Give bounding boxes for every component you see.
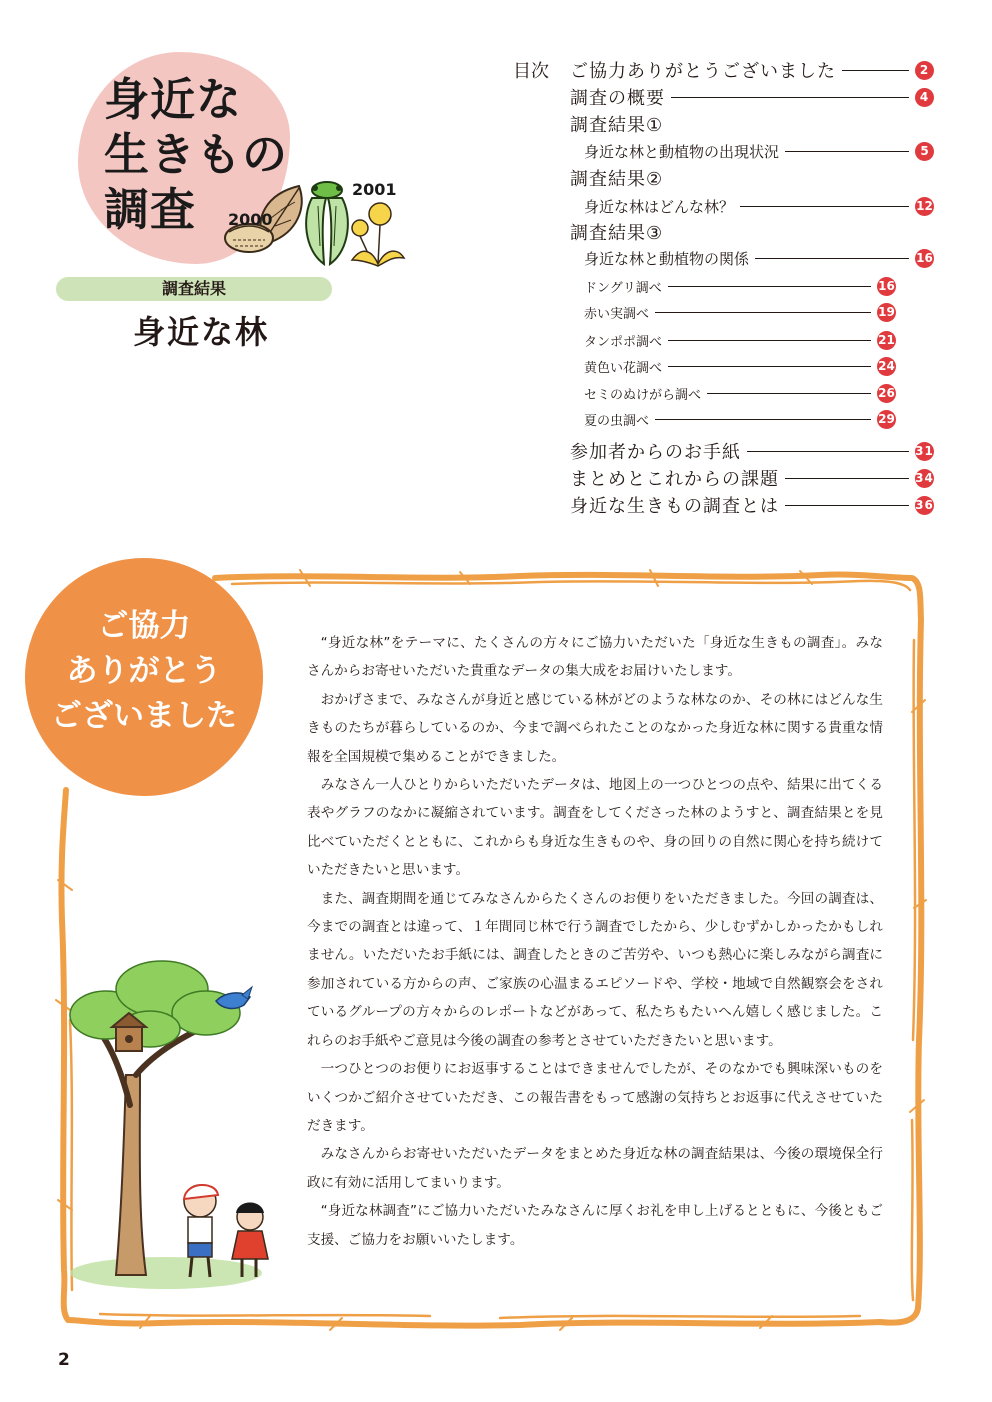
year-start: 2000 xyxy=(228,210,273,229)
toc-item-title: 黄色い花調べ xyxy=(584,361,663,376)
toc-item-title: 参加者からのお手紙 xyxy=(570,442,741,463)
toc-section-heading: 調査結果① xyxy=(570,115,664,136)
message-paragraph: “身近な林”をテーマに、たくさんの方々にご協力いただいた「身近な生きもの調査」。みなさんからお寄せいただいた貴重なデータの集大成をお届けいたします。 xyxy=(307,635,883,680)
message-heading-line: ございました xyxy=(51,698,237,734)
tree-children-illustration xyxy=(66,955,280,1295)
page-marker: 16 xyxy=(915,249,934,268)
message-paragraph: みなさんからお寄せいただいたデータをまとめた身近な林の調査結果は、今後の環境保全行政に有効に活用してまいります。 xyxy=(307,1146,883,1191)
page-marker: 34 xyxy=(915,469,934,488)
page-number: 2 xyxy=(58,1350,70,1370)
toc-item-title: ご協力ありがとうございました xyxy=(570,61,836,82)
section-badge: 調査結果 xyxy=(56,277,332,301)
title-line: 身近な xyxy=(104,73,243,126)
page-marker: 2 xyxy=(915,61,934,80)
toc-item-title: まとめとこれからの課題 xyxy=(570,469,779,490)
message-paragraph: “身近な林調査”にご協力いただいたみなさんに厚くお礼を申し上げるとともに、今後ともご支援、ご協力をお願いいたします。 xyxy=(307,1203,883,1248)
page-marker: 26 xyxy=(877,384,896,403)
toc-item-title: 身近な林と動植物の関係 xyxy=(584,250,750,268)
message-heading-line: ご協力 xyxy=(97,608,191,644)
page-marker: 5 xyxy=(915,142,934,161)
page-marker: 36 xyxy=(915,496,934,515)
toc-item-title: セミのぬけがら調べ xyxy=(584,388,702,403)
toc-item-title: 夏の虫調べ xyxy=(584,414,650,429)
toc-section-heading: 調査結果② xyxy=(570,169,664,190)
year-end: 2001 xyxy=(352,180,397,199)
toc-item-title: 調査の概要 xyxy=(570,88,665,109)
page-marker: 12 xyxy=(915,197,934,216)
toc-item-title: 身近な林と動植物の出現状況 xyxy=(584,143,780,161)
message-heading xyxy=(25,604,263,739)
message-heading-line: ありがとう xyxy=(66,653,222,689)
title-line: 調査 xyxy=(104,183,197,236)
message-paragraph: 一つひとつのお便りにお返事することはできませんでしたが、そのなかでも興味深いものをいくつかご紹介させていただき、この報告書をもって感謝の気持ちとお返事に代えさせていただきます。 xyxy=(307,1061,883,1134)
toc-section-heading: 調査結果③ xyxy=(570,223,664,244)
message-paragraph: おかげさまで、みなさんが身近と感じている林がどのような林なのか、その林にはどんな生きものたちが暮らしているのか、今まで調べられたことのなかった身近な林に関する貴重な情報を全国規模で集めることができました。 xyxy=(307,691,883,765)
message-paragraph: また、調査期間を通じてみなさんからたくさんのお便りをいただきました。今回の調査は、今までの調査とは違って、１年間同じ林で行う調査でしたから、少しむずかしかったかもしれません。いただいたお手紙には、調査したときのご苦労や、いつも熱心に楽しみながら調査に参加されている方からの声、ご家族の心温まるエピソードや、学校・地域で自然観察会をされているグループの方々からのレポートなどがあって、私たちもたいへん嬉しく感じました。これらのお手紙やご意見は今後の調査の参考とさせていただきたいと思います。 xyxy=(307,890,883,1049)
page-marker: 4 xyxy=(915,88,934,107)
page-marker: 16 xyxy=(877,277,896,296)
toc-item-title: 身近な生きもの調査とは xyxy=(570,496,779,517)
page-marker: 19 xyxy=(877,303,896,322)
section-subject: 身近な林 xyxy=(132,313,269,351)
message-body xyxy=(307,629,883,1254)
page-marker: 24 xyxy=(877,357,896,376)
title-line: 生きもの xyxy=(104,128,289,181)
page-marker: 21 xyxy=(877,331,896,350)
toc-item-title: タンポポ調べ xyxy=(584,335,663,350)
page-marker: 31 xyxy=(915,442,934,461)
message-paragraph: みなさん一人ひとりからいただいたデータは、地図上の一つひとつの点や、結果に出てくる表やグラフのなかに凝縮されています。調査をしてくださった林のようすと、調査結果とを見比べていただくとともに、これからも身近な生きものや、身の回りの自然に関心を持ち続けていただきたいと思います。 xyxy=(307,777,883,879)
toc-item-title: 身近な林はどんな林？ xyxy=(584,198,735,216)
page-marker: 29 xyxy=(877,410,896,429)
toc-label: 目次 xyxy=(513,61,549,82)
toc-item-title: ドングリ調べ xyxy=(584,281,662,296)
toc-item-title: 赤い実調べ xyxy=(584,307,650,322)
